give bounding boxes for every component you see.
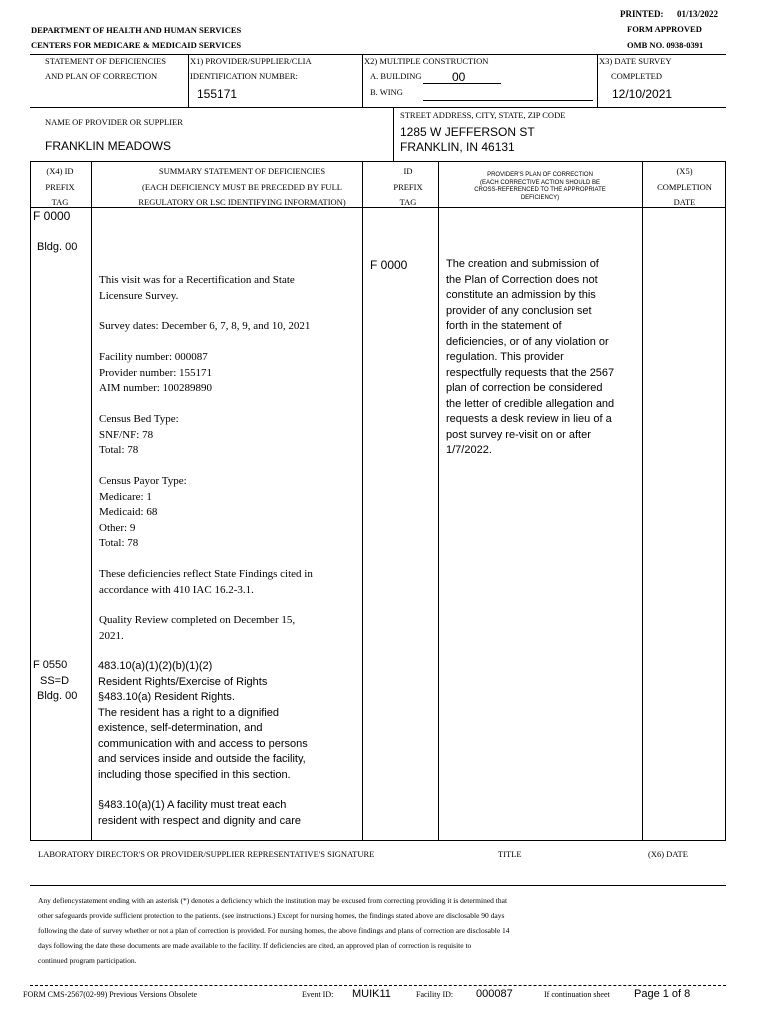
signature-label: LABORATORY DIRECTOR'S OR PROVIDER/SUPPLIER REPRESENTATIVE'S SIGNATURE bbox=[38, 849, 375, 859]
x1-label-2: IDENTIFICATION NUMBER: bbox=[190, 71, 298, 81]
x3-label-2: COMPLETED bbox=[611, 71, 662, 81]
dept-line2: CENTERS FOR MEDICARE & MEDICAID SERVICES bbox=[31, 40, 242, 50]
event-id-label: Event ID: bbox=[302, 990, 334, 999]
tag-ssd: SS=D bbox=[40, 675, 70, 687]
x1-label-1: X1) PROVIDER/SUPPLIER/CLIA bbox=[190, 56, 312, 66]
address-line2: FRANKLIN, IN 46131 bbox=[400, 140, 515, 154]
wing-label: B. WING bbox=[370, 87, 403, 97]
col-completion-header: (X5) COMPLETION DATE bbox=[657, 166, 712, 207]
survey-date: 12/10/2021 bbox=[612, 87, 673, 101]
summary-p8: 483.10(a)(1)(2)(b)(1)(2) Resident Rights/Exercise of Rights §483.10(a) Resident Rights. The resident has a right to a dignified existence, self-determination, and communication with and access to persons and services inside and outside the facility, including those specified in this section. bbox=[98, 660, 308, 781]
tag-f0550: F 0550 bbox=[33, 659, 68, 671]
printed-date: 01/13/2022 bbox=[677, 9, 719, 19]
summary-p2: Survey dates: December 6, 7, 8, 9, and 10, 2021 bbox=[99, 320, 311, 332]
summary-p9: §483.10(a)(1) A facility must treat each resident with respect and dignity and care bbox=[98, 799, 302, 827]
summary-p5: Census Payor Type: Medicare: 1 Medicaid: 68 Other: 9 Total: 78 bbox=[99, 475, 187, 549]
summary-p7: Quality Review completed on December 15, 2021. bbox=[99, 614, 296, 642]
x2-label: X2) MULTIPLE CONSTRUCTION bbox=[364, 56, 489, 66]
title-label: TITLE bbox=[498, 849, 522, 859]
omb-number: OMB NO. 0938-0391 bbox=[627, 40, 704, 50]
summary-p1: This visit was for a Recertification and State Licensure Survey. bbox=[99, 274, 295, 302]
provider-name-label: NAME OF PROVIDER OR SUPPLIER bbox=[45, 117, 183, 127]
x3-label-1: X3) DATE SURVEY bbox=[599, 56, 672, 66]
summary-p4: Census Bed Type: SNF/NF: 78 Total: 78 bbox=[99, 413, 179, 456]
col-summary-header: SUMMARY STATEMENT OF DEFICIENCIES (EACH DEFICIENCY MUST BE PRECEDED BY FULL REGULATORY OR LSC IDENTIFYING INFORMATION) bbox=[138, 166, 346, 207]
building-label: A. BUILDING bbox=[370, 71, 422, 81]
facility-id-label: Facility ID: bbox=[416, 990, 454, 999]
form-number: FORM CMS-2567(02-99) Previous Versions Obsolete bbox=[23, 990, 198, 999]
summary-p6: These deficiencies reflect State Findings cited in accordance with 410 IAC 16.2-3.1. bbox=[99, 568, 313, 596]
statement-label-1: STATEMENT OF DEFICIENCIES bbox=[45, 56, 167, 66]
tag-right-f0000: F 0000 bbox=[370, 258, 408, 272]
page-number: Page 1 of 8 bbox=[634, 988, 691, 1000]
plan-of-correction: The creation and submission of the Plan of Correction does not constitute an admission by this provider of any conclusion set forth in the statement of deficiencies, or of any violation or regulation. This provider respectfully requests that the 2567 plan of correction be considered the letter of credible allegation and requests a desk review in lieu of a post survey re-visit on or after 1/7/2022. bbox=[446, 258, 615, 456]
printed-label: PRINTED: bbox=[620, 9, 664, 19]
statement-label-2: AND PLAN OF CORRECTION bbox=[45, 71, 158, 81]
col-plan-header: PROVIDER'S PLAN OF CORRECTION (EACH CORRECTIVE ACTION SHOULD BE CROSS-REFERENCED TO THE APPROPRIATE DEFICIENCY) bbox=[474, 172, 606, 201]
address-line1: 1285 W JEFFERSON ST bbox=[400, 125, 535, 139]
provider-name: FRANKLIN MEADOWS bbox=[45, 139, 172, 153]
col-id-prefix-tag: (X4) ID PREFIX TAG bbox=[45, 166, 75, 207]
tag-f0000: F 0000 bbox=[33, 209, 71, 223]
facility-id-value: 000087 bbox=[476, 988, 513, 1000]
address-label: STREET ADDRESS, CITY, STATE, ZIP CODE bbox=[400, 110, 566, 120]
dept-line1: DEPARTMENT OF HEALTH AND HUMAN SERVICES bbox=[31, 25, 242, 35]
provider-number: 155171 bbox=[197, 87, 238, 101]
col-id-prefix-tag-right: ID PREFIX TAG bbox=[393, 166, 423, 207]
tag-bldg-00: Bldg. 00 bbox=[37, 241, 78, 253]
continuation-label: If continuation sheet bbox=[544, 990, 610, 999]
building-value: 00 bbox=[452, 70, 466, 84]
summary-p3: Facility number: 000087 Provider number: 155171 AIM number: 100289890 bbox=[99, 351, 213, 394]
form-approved: FORM APPROVED bbox=[627, 24, 702, 34]
event-id-value: MUIK11 bbox=[352, 988, 391, 1000]
date-label: (X6) DATE bbox=[648, 849, 688, 859]
footnote: Any defiencystatement ending with an asterisk (*) denotes a deficiency which the institution may be excused from correcting providing it is determined that other safeguards provide sufficient protection to the patients. (see instructions.) Except for nursing homes, the findings stated above are disclosable 90 days following the date of survey whether or not a plan of correction is provided. For nursing homes, the above findings and plans of correction are disclosable 14 days following the date these documents are made available to the facility. If deficiencies are cited, an approved plan of correction is requisite to continued program participation. bbox=[38, 896, 510, 965]
tag-bldg-00-b: Bldg. 00 bbox=[37, 690, 78, 702]
